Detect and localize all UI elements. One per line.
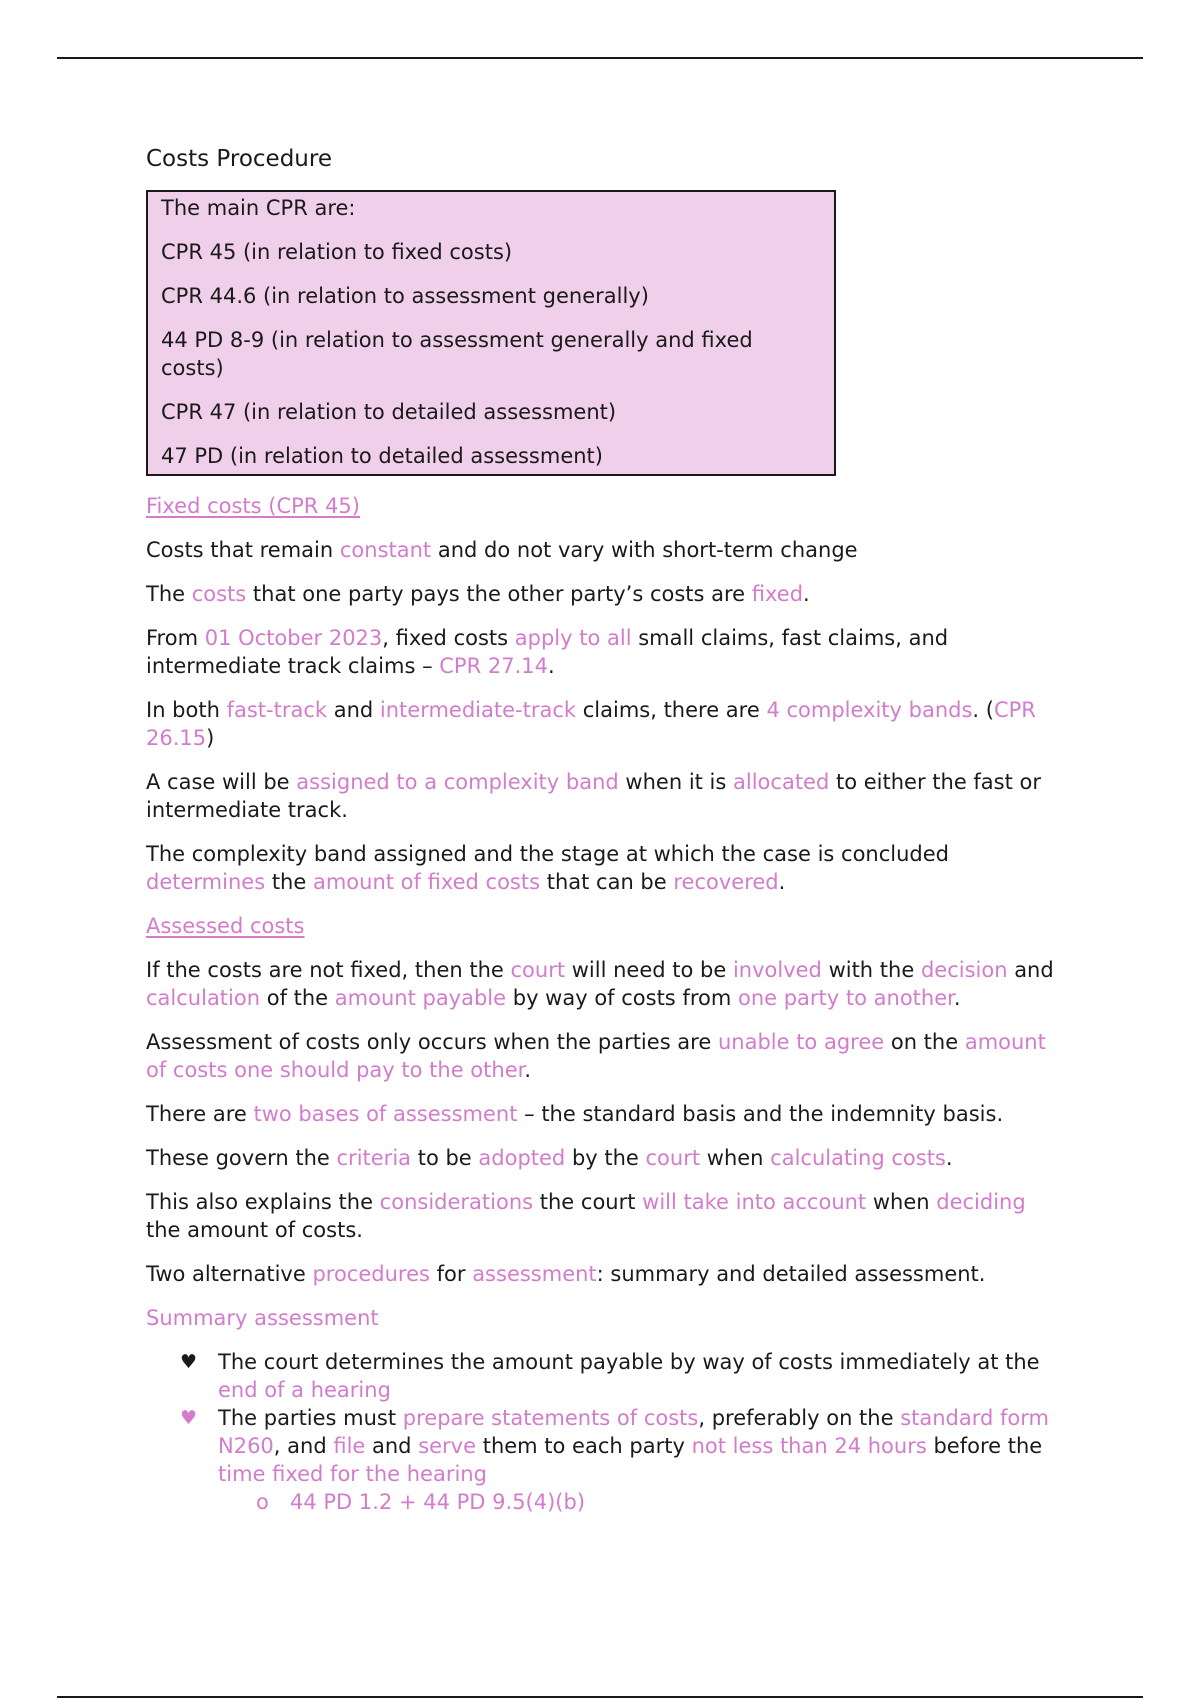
header-rule: [57, 57, 1143, 59]
text-run: , and: [273, 1434, 334, 1458]
highlight-text: amount payable: [334, 986, 507, 1010]
paragraph: [146, 580, 1066, 608]
paragraph: [146, 696, 1066, 752]
box-item: 44 PD 8-9 (in relation to assessment generally and fixed costs): [161, 328, 753, 380]
text-run: by way of costs from: [506, 986, 738, 1010]
text-run: The court determines the amount payable by way of costs immediately at the: [218, 1350, 1040, 1374]
paragraph: [146, 1100, 1066, 1128]
highlight-text: constant: [339, 538, 432, 562]
text-run: .: [778, 870, 786, 894]
highlight-text: adopted: [478, 1146, 566, 1170]
highlight-text: apply to all: [514, 626, 632, 650]
text-run: the: [265, 870, 313, 894]
text-run: that can be: [540, 870, 674, 894]
highlight-text: considerations: [379, 1190, 534, 1214]
highlight-text: file: [333, 1434, 366, 1458]
highlight-text: recovered: [673, 870, 779, 894]
text-run: and: [327, 698, 380, 722]
text-run: and: [365, 1434, 419, 1458]
text-run: The complexity band assigned and the stage at which the case is concluded: [146, 842, 949, 866]
text-run: .: [945, 1146, 953, 1170]
text-run: for: [429, 1262, 473, 1286]
highlight-text: procedures: [312, 1262, 430, 1286]
highlight-text: 01 October 2023: [204, 626, 383, 650]
paragraph: [146, 1188, 1066, 1244]
text-run: claims, there are: [576, 698, 767, 722]
highlight-text: CPR 27.14: [439, 654, 548, 678]
bullet-list: [146, 1348, 1066, 1516]
paragraph: [146, 1028, 1066, 1084]
highlight-text: determines: [146, 870, 266, 894]
text-run: .: [803, 582, 810, 606]
highlight-text: calculation: [146, 986, 261, 1010]
text-run: Costs that remain: [146, 538, 340, 562]
list-item: [180, 1348, 1066, 1404]
text-run: when: [700, 1146, 771, 1170]
highlight-text: time fixed for the hearing: [218, 1462, 487, 1486]
paragraph: [146, 536, 1066, 564]
paragraph: [146, 768, 1066, 824]
heart-icon: ♥: [180, 1407, 198, 1429]
highlight-text: deciding: [936, 1190, 1026, 1214]
highlight-text: will take into account: [642, 1190, 867, 1214]
list-item: [180, 1404, 1066, 1516]
text-run: the amount of costs.: [146, 1218, 363, 1242]
text-run: The parties must: [218, 1406, 403, 1430]
paragraph: [146, 956, 1066, 1012]
highlight-text: allocated: [733, 770, 830, 794]
highlight-text: 4 complexity bands: [766, 698, 973, 722]
paragraph: [146, 1144, 1066, 1172]
highlight-text: CPR 26.15: [146, 698, 1036, 750]
highlight-text: involved: [732, 958, 822, 982]
sub-bullet-marker: o: [256, 1490, 269, 1514]
text-run: and do not vary with short-term change: [431, 538, 858, 562]
text-run: A case will be: [146, 770, 297, 794]
document-body: [146, 144, 1066, 1516]
main-cpr-box: [146, 190, 836, 476]
highlight-text: decision: [920, 958, 1008, 982]
text-run: small claims, fast claims, and intermediate track claims –: [146, 626, 949, 678]
text-run: when it is: [618, 770, 734, 794]
heading-summary-assessment: Summary assessment: [146, 1306, 379, 1330]
text-run: and: [1007, 958, 1054, 982]
highlight-text: not less than 24 hours: [691, 1434, 927, 1458]
paragraph: [146, 840, 1066, 896]
text-run: There are: [146, 1102, 254, 1126]
highlight-text: prepare statements of costs: [402, 1406, 699, 1430]
heart-icon: ♥: [180, 1351, 198, 1373]
text-run: The: [146, 582, 192, 606]
text-run: to either the fast or intermediate track.: [146, 770, 1042, 822]
highlight-text: costs: [191, 582, 247, 606]
text-run: to be: [411, 1146, 479, 1170]
text-run: will need to be: [565, 958, 733, 982]
text-run: Assessment of costs only occurs when the parties are: [146, 1030, 718, 1054]
paragraph: [146, 1260, 1066, 1288]
text-run: them to each party: [476, 1434, 692, 1458]
highlight-text: court: [510, 958, 566, 982]
box-item: CPR 45 (in relation to fixed costs): [161, 240, 513, 264]
paragraph: [146, 624, 1066, 680]
highlight-text: amount of costs one should pay to the other: [146, 1030, 1046, 1082]
page-title: Costs Procedure: [146, 146, 332, 172]
text-run: These govern the: [146, 1146, 337, 1170]
text-run: that one party pays the other party’s costs are: [246, 582, 752, 606]
text-run: , fixed costs: [382, 626, 515, 650]
text-run: when: [866, 1190, 937, 1214]
box-item: 47 PD (in relation to detailed assessment): [161, 444, 603, 468]
highlight-text: one party to another: [737, 986, 954, 1010]
highlight-text: fast-track: [226, 698, 328, 722]
box-intro: The main CPR are:: [161, 196, 356, 220]
text-run: on the: [884, 1030, 965, 1054]
highlight-text: assigned to a complexity band: [296, 770, 619, 794]
text-run: ): [206, 726, 215, 750]
text-run: by the: [565, 1146, 646, 1170]
heading-assessed-costs: Assessed costs: [146, 914, 305, 938]
text-run: .: [953, 986, 961, 1010]
highlight-text: end of a hearing: [218, 1378, 391, 1402]
text-run: of the: [260, 986, 335, 1010]
highlight-text: amount of fixed costs: [312, 870, 541, 894]
highlight-text: unable to agree: [717, 1030, 885, 1054]
text-run: before the: [926, 1434, 1043, 1458]
highlight-text: intermediate-track: [379, 698, 577, 722]
highlight-text: fixed: [751, 582, 804, 606]
text-run: . (: [972, 698, 994, 722]
text-run: If the costs are not fixed, then the: [146, 958, 511, 982]
sub-item-text: 44 PD 1.2 + 44 PD 9.5(4)(b): [290, 1490, 586, 1514]
text-run: : summary and detailed assessment.: [596, 1262, 986, 1286]
highlight-text: assessment: [472, 1262, 597, 1286]
box-item: CPR 44.6 (in relation to assessment generally): [161, 284, 649, 308]
footer-rule: [57, 1696, 1143, 1698]
highlight-text: two bases of assessment: [253, 1102, 518, 1126]
text-run: Two alternative: [146, 1262, 313, 1286]
text-run: .: [547, 654, 555, 678]
text-run: From: [146, 626, 205, 650]
text-run: , preferably on the: [698, 1406, 901, 1430]
text-run: This also explains the: [146, 1190, 380, 1214]
text-run: .: [524, 1058, 532, 1082]
highlight-text: calculating costs: [770, 1146, 946, 1170]
text-run: – the standard basis and the indemnity basis.: [517, 1102, 1004, 1126]
highlight-text: standard form N260: [218, 1406, 1049, 1458]
highlight-text: serve: [418, 1434, 477, 1458]
heading-fixed-costs: Fixed costs (CPR 45): [146, 494, 360, 518]
box-item: CPR 47 (in relation to detailed assessment): [161, 400, 617, 424]
sub-list-item: [218, 1488, 1066, 1516]
highlight-text: criteria: [336, 1146, 412, 1170]
text-run: with the: [821, 958, 921, 982]
text-run: the court: [533, 1190, 643, 1214]
highlight-text: court: [645, 1146, 701, 1170]
text-run: In both: [146, 698, 227, 722]
